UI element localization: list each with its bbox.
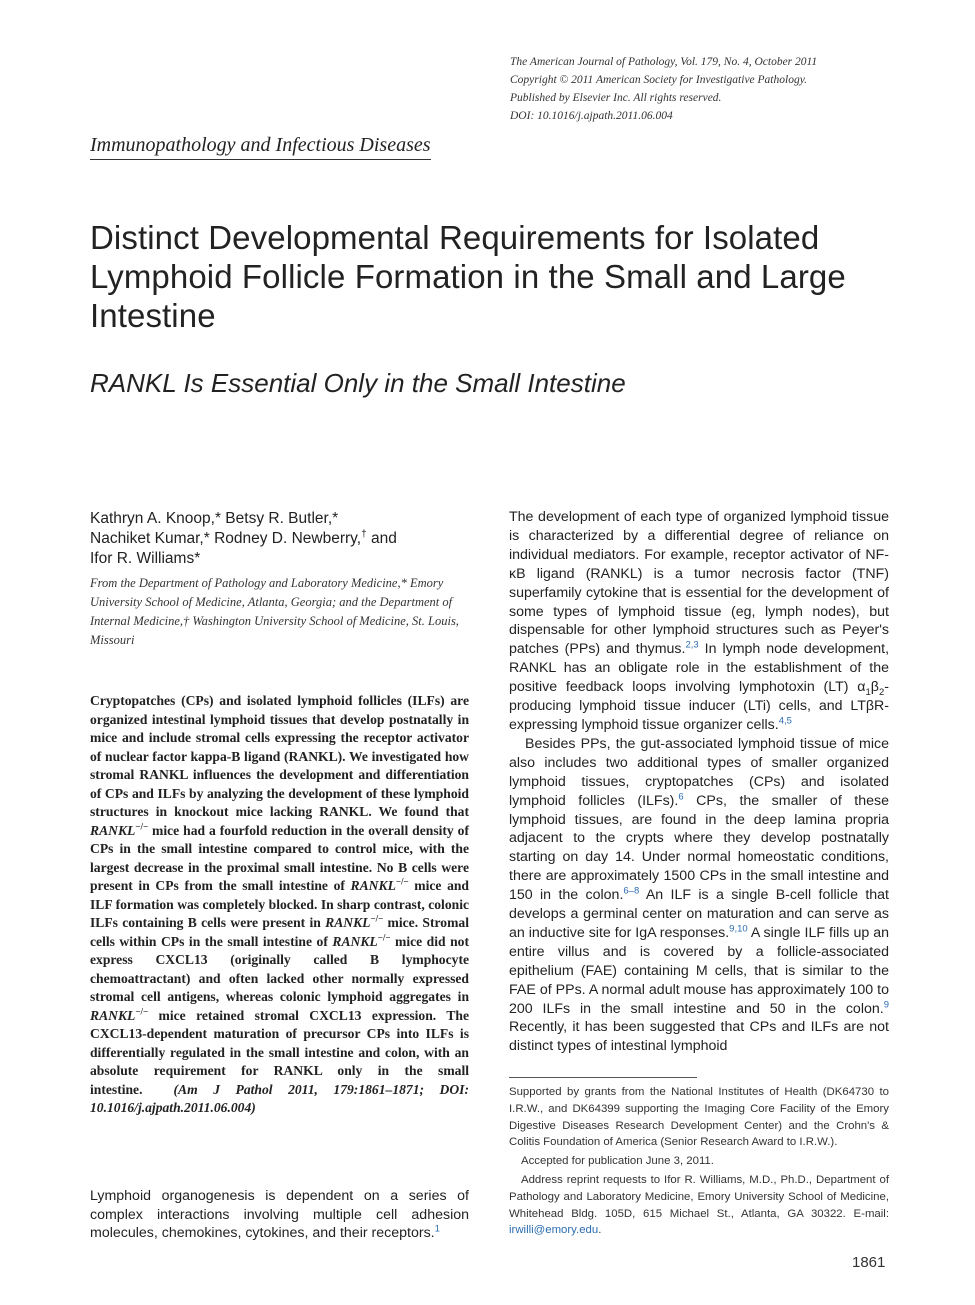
funding-note: Supported by grants from the National Institutes of Health (DK64730 to I.R.W., and DK64399 supporting the Imaging Core Facility of the Emory Digestive Diseases Research Development Center) and the Crohn's & Colitis Foundation of America (Senior Research Award to I.R.W.). — [509, 1086, 889, 1149]
body-text: Recently, it has been suggested that CPs and ILFs are not distinct types of intestinal lymphoid — [509, 1019, 889, 1055]
genotype: −/− — [135, 1005, 149, 1016]
copyright-line: Copyright © 2011 American Society for Investigative Pathology. — [510, 74, 808, 86]
article-title: Distinct Developmental Requirements for Isolated Lymphoid Follicle Formation in the Small and Large Intestine — [90, 219, 846, 334]
author-name: Ifor R. Williams — [90, 550, 195, 567]
page-number: 1861 — [852, 1254, 886, 1271]
affiliation-mark: * — [194, 550, 201, 567]
affiliation-mark: * — [332, 510, 339, 527]
author-name: Rodney D. Newberry, — [209, 530, 362, 547]
gene-name: RANKL — [325, 915, 371, 930]
body-text: Besides PPs, the gut-associated lymphoid tissue of mice also includes two additional types of smaller organized lymphoid tissues, cryptopatches (CPs) and isolated lymphoid follicles (ILFs). — [509, 735, 889, 809]
abstract-text: mice retained stromal CXCL13 expression. The CXCL13-dependent maturation of precursor CPs into ILFs is differentially regulated in the small intestine and colon, with an absolute requirement for RANKL only in the small intestine. — [90, 1007, 469, 1097]
section-heading: Immunopathology and Infectious Diseases — [90, 132, 431, 160]
reference-link[interactable]: 6–8 — [623, 885, 640, 897]
gene-name: RANKL — [332, 933, 378, 949]
accepted-note: Accepted for publication June 3, 2011. — [521, 1155, 714, 1168]
author-name: Nachiket Kumar, — [90, 530, 204, 547]
genotype: −/− — [370, 913, 384, 924]
reference-link[interactable]: 2,3 — [685, 639, 699, 651]
reference-link[interactable]: 6 — [678, 790, 684, 802]
genotype: −/− — [377, 931, 391, 942]
author-conjunction: and — [366, 530, 397, 547]
genotype: −/− — [135, 820, 149, 831]
body-text: β — [870, 679, 879, 696]
footnote-divider — [509, 1077, 697, 1078]
gene-name: RANKL — [90, 1007, 136, 1023]
footnotes — [509, 1084, 889, 1241]
abstract-text: mice did not express CXCL13 (originally called B lymphocyte chemoattractant) and often lacked other normally expressed stromal cell antigens, whereas colonic lymphoid aggregates in — [90, 933, 469, 1004]
email-link[interactable]: irwilli@emory.edu — [509, 1224, 599, 1237]
author-name: Betsy R. Butler, — [221, 510, 333, 527]
affiliation-mark: * — [214, 510, 221, 527]
body-text: -producing lymphoid tissue inducer (LTi) cells, and LTβR-expressing lymphoid tissue organizer cells. — [509, 679, 889, 733]
affiliation: From the Department of Pathology and Laboratory Medicine,* Emory University School of Medicine, Atlanta, Georgia; and the Department of Internal Medicine,† Washington University School of Medicine, St. Louis, Missouri — [90, 576, 459, 647]
abstract — [90, 692, 469, 1118]
journal-header — [510, 53, 930, 125]
doi-line: DOI: 10.1016/j.ajpath.2011.06.004 — [510, 110, 673, 122]
author-name: Kathryn A. Knoop, — [90, 510, 215, 527]
body-text: The development of each type of organized lymphoid tissue is characterized by a differential degree of reliance on individual mediators. For example, receptor activator of NF-κB ligand (RANKL) is a tumor necrosis factor (TNF) superfamily cytokine that is essential for the development of some types of lymphoid tissue (eg, lymph nodes), but dispensable for other lymphoid structures such as Peyer's patches (PPs) and thymus. — [509, 509, 889, 658]
reference-link[interactable]: 9 — [883, 998, 889, 1010]
article-subtitle: RANKL Is Essential Only in the Small Intestine — [90, 368, 626, 398]
body-text: An ILF is a single B-cell follicle that develops a germinal center on maturation and can serve as an inductive site for IgA responses. — [509, 887, 889, 941]
gene-name: RANKL — [90, 822, 136, 838]
abstract-text: mice. Stromal cells within CPs in the small intestine of — [90, 915, 469, 949]
genotype: −/− — [395, 876, 409, 887]
affiliation-mark: † — [361, 528, 367, 540]
journal-citation: The American Journal of Pathology, Vol. 179, No. 4, October 2011 — [510, 56, 818, 68]
abstract-citation: (Am J Pathol 2011, 179:1861–1871; DOI: 10.1016/j.ajpath.2011.06.004) — [90, 1081, 470, 1115]
reference-link[interactable]: 1 — [434, 1223, 440, 1235]
abstract-text: Cryptopatches (CPs) and isolated lymphoid follicles (ILFs) are organized intestinal lymphoid tissues that develop postnatally in mice and include stromal cells expressing the receptor activator of nuclear factor kappa-B ligand (RANKL). We investigated how stromal RANKL influences the development and differentiation of CPs and ILFs by analyzing the development of these lymphoid structures in knockout mice lacking RANKL. We found that — [90, 693, 469, 819]
body-text: In lymph node development, RANKL has an obligate role in the establishment of the positive feedback loops involving lymphotoxin (LT) α — [509, 641, 890, 696]
gene-name: RANKL — [350, 878, 396, 893]
reference-link[interactable]: 9,10 — [729, 923, 748, 935]
reprint-text: Address reprint requests to Ifor R. Williams, M.D., Ph.D., Department of Pathology and Laboratory Medicine, Emory University School of Medicine, Whitehead Bldg. 105D, 615 Michael St., Atlanta, GA 30322. E-mail: — [509, 1173, 889, 1220]
reference-link[interactable]: 4,5 — [778, 715, 792, 727]
intro-text: Lymphoid organogenesis is dependent on a series of complex interactions involving multiple cell adhesion molecules, chemokines, cytokines, and their receptors. — [90, 1188, 469, 1242]
affiliation-mark: * — [203, 530, 210, 547]
body-text: A single ILF fills up an entire villus and is covered by a follicle-associated epithelium (FAE) containing M cells, that is similar to the FAE of PPs. A normal adult mouse has approximately 100 to 200 ILFs in the small intestine and 50 in the colon. — [509, 924, 890, 1017]
abstract-text: mice had a fourfold reduction in the overall density of CPs in the small intestine compared to control mice, with the largest decrease in the proximal small intestine. No B cells were present in CPs from the small intestine of — [90, 822, 469, 893]
abstract-text: mice and ILF formation was completely blocked. In sharp contrast, colonic ILFs containing B cells were present in — [90, 878, 469, 930]
body-paragraph — [509, 508, 889, 735]
reprint-end: . — [598, 1224, 602, 1237]
subscript: 2 — [878, 686, 885, 698]
body-paragraph — [509, 735, 889, 1056]
body-column-right — [509, 508, 889, 1056]
publisher-line: Published by Elsevier Inc. All rights reserved. — [510, 92, 722, 104]
body-text: CPs, the smaller of these lymphoid tissues, are found in the deep lamina propria adjacent to the crypts where they develop postnatally starting on day 14. Under normal homeostatic conditions, there are approximately 1500 CPs in the small intestine and 150 in the colon. — [509, 792, 890, 904]
author-list — [90, 509, 470, 569]
subscript: 1 — [865, 686, 871, 698]
reprint-note — [509, 1172, 889, 1239]
intro-paragraph — [90, 1187, 469, 1243]
